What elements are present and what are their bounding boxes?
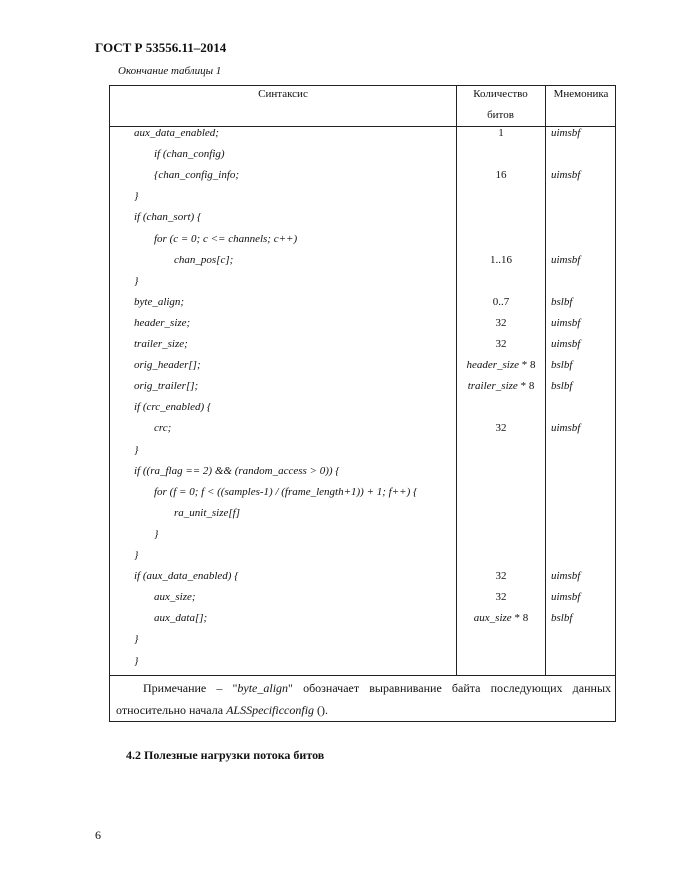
mnemonic-cell: uimsbf (551, 570, 581, 583)
bits-cell: 32 (495, 338, 507, 350)
table-row (110, 633, 615, 653)
note-middle: " обозначает выравнивание байта последующих данных (288, 681, 612, 695)
table-row (110, 444, 615, 464)
table-row (110, 296, 615, 316)
table-row (110, 570, 615, 590)
syntax-cell: if (crc_enabled) { (134, 401, 212, 414)
bits-multiplier: * 8 (511, 612, 529, 625)
table-row (110, 507, 615, 527)
bits-multiplier: * 8 (517, 380, 535, 393)
document-header: ГОСТ Р 53556.11–2014 (95, 40, 227, 55)
bits-cell (456, 359, 546, 371)
syntax-cell: orig_trailer[]; (134, 380, 199, 393)
bits-cell: 16 (495, 169, 507, 182)
table-row (110, 127, 615, 147)
syntax-cell: } (134, 633, 139, 646)
table-row (110, 612, 615, 632)
bits-multiplier: * 8 (519, 359, 536, 372)
bits-variable: header_size (466, 359, 520, 372)
bits-cell (456, 380, 546, 392)
mnemonic-cell: uimsbf (551, 169, 581, 182)
mnemonic-cell: uimsbf (551, 591, 581, 604)
syntax-cell: } (134, 549, 139, 561)
table-row (110, 148, 615, 168)
mnemonic-cell: bslbf (551, 295, 573, 308)
syntax-cell: if (chan_sort) { (134, 211, 202, 224)
syntax-cell: if (aux_data_enabled) { (134, 570, 239, 583)
table-row (110, 422, 615, 442)
table-note (110, 677, 615, 721)
bits-cell: 1..16 (490, 253, 512, 266)
mnemonic-cell: bslbf (551, 380, 573, 393)
note-line2-suffix: (). (314, 703, 329, 717)
syntax-cell: if (chan_config) (154, 148, 225, 161)
mnemonic-cell: bslbf (551, 612, 573, 625)
syntax-cell: aux_size; (154, 591, 196, 604)
table-row (110, 380, 615, 400)
table-row (110, 465, 615, 485)
table-row (110, 486, 615, 506)
table-row (110, 338, 615, 358)
syntax-cell: orig_header[]; (134, 359, 201, 372)
syntax-cell: } (134, 654, 139, 667)
syntax-cell: trailer_size; (134, 338, 188, 350)
syntax-cell: } (134, 190, 139, 203)
table-row (110, 254, 615, 274)
table-row (110, 317, 615, 337)
syntax-cell: } (134, 274, 139, 287)
bits-variable: trailer_size (467, 380, 518, 393)
table-row (110, 233, 615, 253)
syntax-cell: for (f = 0; f < ((samples-1) / (frame_length+1)) + 1; f++) { (154, 485, 418, 498)
mnemonic-cell: uimsbf (551, 316, 581, 329)
bits-cell: 32 (495, 591, 507, 604)
section-title: 4.2 Полезные нагрузки потока битов (126, 748, 325, 762)
syntax-cell: header_size; (134, 316, 191, 329)
note-prefix: Примечание – " (143, 681, 238, 695)
table-row (110, 401, 615, 421)
mnemonic-cell: uimsbf (551, 338, 581, 350)
syntax-cell: aux_data_enabled; (134, 127, 219, 139)
syntax-cell: } (154, 527, 159, 540)
syntax-cell: ra_unit_size[f] (174, 506, 241, 519)
table-row (110, 190, 615, 210)
mnemonic-cell: uimsbf (551, 127, 581, 139)
note-term-als: ALSSpecificconfig (226, 703, 315, 717)
syntax-cell: if ((ra_flag == 2) && (random_access > 0)) { (134, 464, 340, 477)
syntax-cell: chan_pos[c]; (174, 253, 234, 266)
syntax-table (109, 85, 616, 722)
mnemonic-cell: uimsbf (551, 422, 581, 435)
page-number: 6 (95, 828, 101, 842)
note-divider (110, 675, 615, 676)
mnemonic-cell: uimsbf (551, 253, 581, 266)
table-row (110, 169, 615, 189)
table-row (110, 549, 615, 569)
note-line2-prefix: относительно начала (116, 703, 227, 717)
bits-cell (456, 612, 546, 624)
bits-cell: 32 (495, 422, 507, 435)
bits-variable: aux_size (473, 612, 512, 625)
bits-cell: 32 (495, 316, 507, 329)
note-term-byte-align: byte_align (237, 681, 289, 695)
table-row (110, 591, 615, 611)
bits-cell: 32 (495, 570, 507, 583)
mnemonic-cell: bslbf (551, 359, 573, 372)
bits-cell: 1 (498, 127, 504, 139)
table-row (110, 275, 615, 295)
syntax-cell: } (134, 443, 139, 456)
syntax-cell: {chan_config_info; (154, 169, 240, 182)
table-row (110, 211, 615, 231)
table-row (110, 528, 615, 548)
header-bits-line2: битов (487, 109, 514, 121)
table-caption: Окончание таблицы 1 (118, 65, 222, 77)
table-row (110, 655, 615, 675)
syntax-cell: for (c = 0; c <= channels; c++) (154, 232, 298, 245)
bits-cell: 0..7 (492, 295, 510, 308)
header-bits-line1: Количество (473, 88, 528, 100)
header-mnemonic: Мнемоника (553, 88, 609, 100)
table-row (110, 359, 615, 379)
syntax-cell: byte_align; (134, 295, 185, 308)
syntax-cell: aux_data[]; (154, 612, 208, 625)
syntax-cell: crc; (154, 422, 172, 435)
header-syntax: Синтаксис (258, 88, 308, 100)
